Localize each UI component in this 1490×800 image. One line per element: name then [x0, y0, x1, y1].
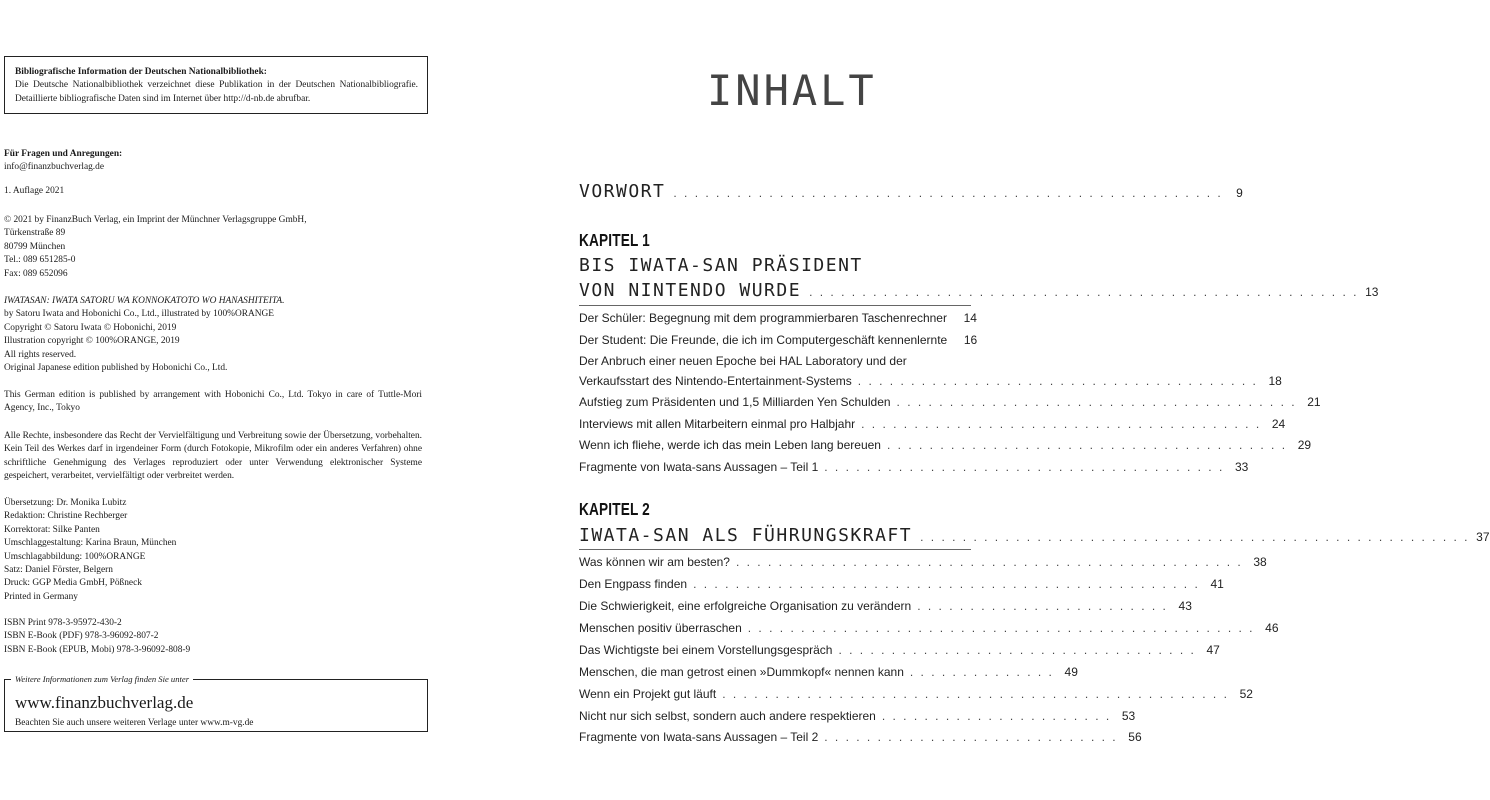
- entry-page: 14: [963, 311, 977, 325]
- contact-email: info@finanzbuchverlag.de: [4, 162, 104, 173]
- original-lines: by Satoru Iwata and Hobonichi Co., Ltd., illustrated by 100%ORANGE Copyright © Satoru Iwata © Hobonichi, 2019 Illustration copyright © 100%ORANGE, 2019 All rights reserved. Original Japanese edition published by Hobonichi Co., Ltd.: [4, 309, 275, 374]
- entry-text: Menschen positiv überraschen: [579, 621, 742, 635]
- entry-text-line1[interactable]: Der Anbruch einer neuen Epoche bei HAL Laboratory und der: [579, 354, 907, 368]
- leader-dots: . . . . . . . . . . . . . . . . . . . . . . . . . . . . . . . . . . . . . . . . . . . . . . . . . . . .: [809, 285, 1359, 299]
- entry-text: Was können wir am besten?: [579, 555, 730, 569]
- chapter1-title-line1[interactable]: BIS IWATA-SAN PRÄSIDENT: [579, 255, 863, 276]
- leader-dots: . . . . . . . . . . . . . . . . . . . . . . . . . . . . . . . . . . . . . . . . . . . . . . . .: [693, 577, 1200, 591]
- website-url[interactable]: www.finanzbuchverlag.de: [15, 693, 194, 712]
- isbn-block: [4, 617, 422, 657]
- leader-dots: . . . . . . . . . . . . . . . . . . . . . . . . . . . . . . . . . . . . . .: [886, 438, 1288, 452]
- toc-entry[interactable]: [579, 662, 1078, 680]
- chapter1-divider: [579, 305, 971, 306]
- entry-page: 47: [1206, 643, 1220, 657]
- edition-text: 1. Auflage 2021: [4, 186, 65, 196]
- chapter1-title-line2: VON NINTENDO WURDE: [579, 280, 802, 301]
- publisher-text: © 2021 by FinanzBuch Verlag, ein Imprint der Münchner Verlagsgruppe GmbH, Türkenstraße 89 80799 München Tel.: 089 651285-0 Fax: 089 652096: [4, 215, 307, 279]
- entry-text: Der Student: Die Freunde, die ich im Computergeschäft kennenlernte: [579, 333, 948, 347]
- entry-text: Wenn ein Projekt gut läuft: [579, 687, 717, 701]
- toc-entry[interactable]: [579, 596, 1192, 614]
- toc-entry[interactable]: [579, 618, 1279, 636]
- entry-page: 33: [1234, 460, 1249, 474]
- entry-page: 38: [1253, 555, 1267, 569]
- biblio-title: Bibliografische Information der Deutschen Nationalbibliothek:: [15, 67, 267, 77]
- chapter1-label: KAPITEL 1: [579, 230, 650, 250]
- biblio-text: Die Deutsche Nationalbibliothek verzeichnet diese Publikation in der Deutschen Nationalbibliografie. Detaillierte bibliografische Daten sind im Internet über http://d-nb.de abrufbar.: [15, 80, 418, 104]
- chapter2-title-line1: IWATA-SAN ALS FÜHRUNGSKRAFT: [579, 525, 913, 546]
- vorwort-label: VORWORT: [579, 181, 666, 202]
- leader-dots: . . . . . . . . . . . . . . . . . . . . . . . . . . . . . . . . . . . . . .: [824, 460, 1225, 474]
- imprint-page: [0, 0, 430, 800]
- publisher-address: [4, 214, 422, 281]
- toc-entry[interactable]: [579, 706, 1136, 724]
- entry-page: 41: [1210, 577, 1224, 591]
- leader-dots: . . . . . . . . . . . . . . . . . . . . . . . . . . . . . . . . . . . . . .: [861, 417, 1262, 431]
- german-edition-note: [4, 389, 422, 416]
- entry-text: Fragmente von Iwata-sans Aussagen – Teil 2: [579, 730, 819, 744]
- contact-block: [4, 148, 422, 175]
- original-title: IWATASAN: IWATA SATORU WA KONNOKATOTO WO HANASHITEITA.: [4, 296, 285, 306]
- entry-text: Interviews mit allen Mitarbeitern einmal pro Halbjahr: [579, 417, 856, 431]
- website-caption: Weitere Informationen zum Verlag finden Sie unter: [11, 672, 193, 686]
- toc-entry[interactable]: [579, 684, 1253, 702]
- toc-entry[interactable]: [579, 640, 1220, 658]
- website-subtext: Beachten Sie auch unsere weiteren Verlage unter www.m-vg.de: [15, 718, 254, 728]
- credits-text: Übersetzung: Dr. Monika Lubitz Redaktion: Christine Rechberger Korrektorat: Silke Panten Umschlaggestaltung: Karina Braun, München Umschlagabbildung: 100%ORANGE Satz: Daniel Förster, Belgern Druck: GGP Media GmbH, Pößneck Printed in Germany: [4, 498, 177, 602]
- entry-text: Fragmente von Iwata-sans Aussagen – Teil 1: [579, 460, 819, 474]
- vorwort-page: 9: [1236, 186, 1243, 200]
- original-edition-block: [4, 295, 422, 375]
- toc-entry[interactable]: [579, 552, 1267, 570]
- entry-page: 21: [1307, 395, 1321, 409]
- edition-note: [4, 185, 422, 198]
- toc-entry[interactable]: [579, 330, 978, 348]
- toc-entry-vorwort[interactable]: [579, 179, 1243, 203]
- rights-text: Alle Rechte, insbesondere das Recht der Vervielfältigung und Verbreitung sowie der Übersetzung, vorbehalten. Kein Teil des Werkes darf in irgendeiner Form (durch Fotokopie, Mikrofilm oder ein anderes Verfahren) ohne schriftliche Genehmigung des Verlages reproduziert oder unter Verwendung elektronischer Systeme gespeichert, verarbeitet, vervielfältigt oder verbreitet werden.: [4, 431, 422, 482]
- toc-entry[interactable]: [579, 308, 977, 326]
- entry-text: Menschen, die man getrost einen »Dummkopf« nennen kann: [579, 665, 904, 679]
- entry-text: Aufstieg zum Präsidenten und 1,5 Milliarden Yen Schulden: [579, 395, 891, 409]
- leader-dots: . . . . . . . . . . . . . . . . . . . . . . . . . . . .: [824, 730, 1118, 744]
- entry-page: 43: [1178, 599, 1192, 613]
- toc-entry[interactable]: [579, 574, 1224, 592]
- leader-dots: . . . . . . . . . . . . . . . . . . . . . . . . . . . . . . . . . . . . . . . . . . . . . . . .: [722, 687, 1229, 701]
- entry-text: Nicht nur sich selbst, sondern auch andere respektieren: [579, 709, 876, 723]
- entry-page: 53: [1121, 709, 1136, 723]
- entry-page: 29: [1297, 438, 1312, 452]
- entry-text: Den Engpass finden: [579, 577, 688, 591]
- rights-notice: [4, 430, 422, 484]
- contact-label: Für Fragen und Anregungen:: [4, 149, 123, 159]
- toc-entry[interactable]: [579, 392, 1321, 410]
- toc-entry[interactable]: [579, 457, 1249, 475]
- toc-entry[interactable]: [579, 435, 1312, 453]
- leader-dots: . . . . . . . . . . . . . . . . . . . . . . . .: [917, 599, 1168, 613]
- toc-entry[interactable]: [579, 414, 1286, 432]
- publisher-website-box: [4, 674, 428, 732]
- toc-page: [579, 0, 1490, 800]
- isbn-text: ISBN Print 978-3-95972-430-2 ISBN E-Book (PDF) 978-3-96092-807-2 ISBN E-Book (EPUB, Mobi) 978-3-96092-808-9: [4, 618, 191, 655]
- entry-text: Das Wichtigste bei einem Vorstellungsgespräch: [579, 643, 833, 657]
- entry-text: Die Schwierigkeit, eine erfolgreiche Organisation zu verändern: [579, 599, 912, 613]
- entry-page: 24: [1271, 417, 1286, 431]
- biblio-info-box: [4, 56, 428, 114]
- leader-dots: . . . . . . . . . . . . . . . . . . . . . . . . . . . . . . . . . . . . . . . . . . . . . . . . . . . .: [920, 530, 1470, 544]
- entry-page: 18: [1268, 374, 1282, 388]
- entry-text: Wenn ich fliehe, werde ich das mein Leben lang bereuen: [579, 438, 881, 452]
- toc-title: INHALT: [707, 66, 877, 115]
- leader-dots: . . . . . . . . . . . . . .: [909, 665, 1054, 679]
- toc-entry[interactable]: [579, 727, 1142, 745]
- leader-dots: . . . . . . . . . . . . . . . . . . . . . . . . . . . . . . . . . . . . . .: [857, 374, 1258, 388]
- entry-page: 16: [963, 333, 978, 347]
- credits-block: [4, 497, 422, 604]
- chapter2-page: 37: [1476, 530, 1490, 544]
- toc-entry[interactable]: [579, 371, 1282, 389]
- leader-dots: . . . . . . . . . . . . . . . . . . . . . .: [881, 709, 1112, 723]
- toc-entry-chapter2[interactable]: [579, 523, 1490, 547]
- leader-dots: . . . . . . . . . . . . . . . . . . . . . . . . . . . . . . . . . . . . . . . . . . . . . . . .: [747, 621, 1255, 635]
- german-edition-text: This German edition is published by arrangement with Hobonichi Co., Ltd. Tokyo in care of Tuttle-Mori Agency, Inc., Tokyo: [4, 390, 422, 414]
- chapter1-page: 13: [1365, 285, 1379, 299]
- leader-dots: . . . . . . . . . . . . . . . . . . . . . . . . . . . . . . . . . . . . . .: [896, 395, 1297, 409]
- chapter2-divider: [579, 549, 971, 550]
- entry-text: Der Schüler: Begegnung mit dem programmierbaren Taschenrechner: [579, 311, 947, 325]
- entry-page: 49: [1064, 665, 1078, 679]
- entry-text: Verkaufsstart des Nintendo-Entertainment-Systems: [579, 374, 852, 388]
- leader-dots: . . . . . . . . . . . . . . . . . . . . . . . . . . . . . . . . . . . . . . . . . . . . . . . .: [735, 555, 1243, 569]
- toc-entry-chapter1[interactable]: [579, 278, 1379, 302]
- chapter2-label: KAPITEL 2: [579, 499, 650, 519]
- leader-dots: . . . . . . . . . . . . . . . . . . . . . . . . . . . . . . . . . . . . . . . . . . . . . . . . . . . .: [673, 186, 1223, 200]
- leader-dots: . . . . . . . . . . . . . . . . . . . . . . . . . . . . . . . . . .: [838, 643, 1196, 657]
- entry-page: 56: [1128, 730, 1142, 744]
- entry-page: 52: [1239, 687, 1253, 701]
- entry-page: 46: [1265, 621, 1279, 635]
